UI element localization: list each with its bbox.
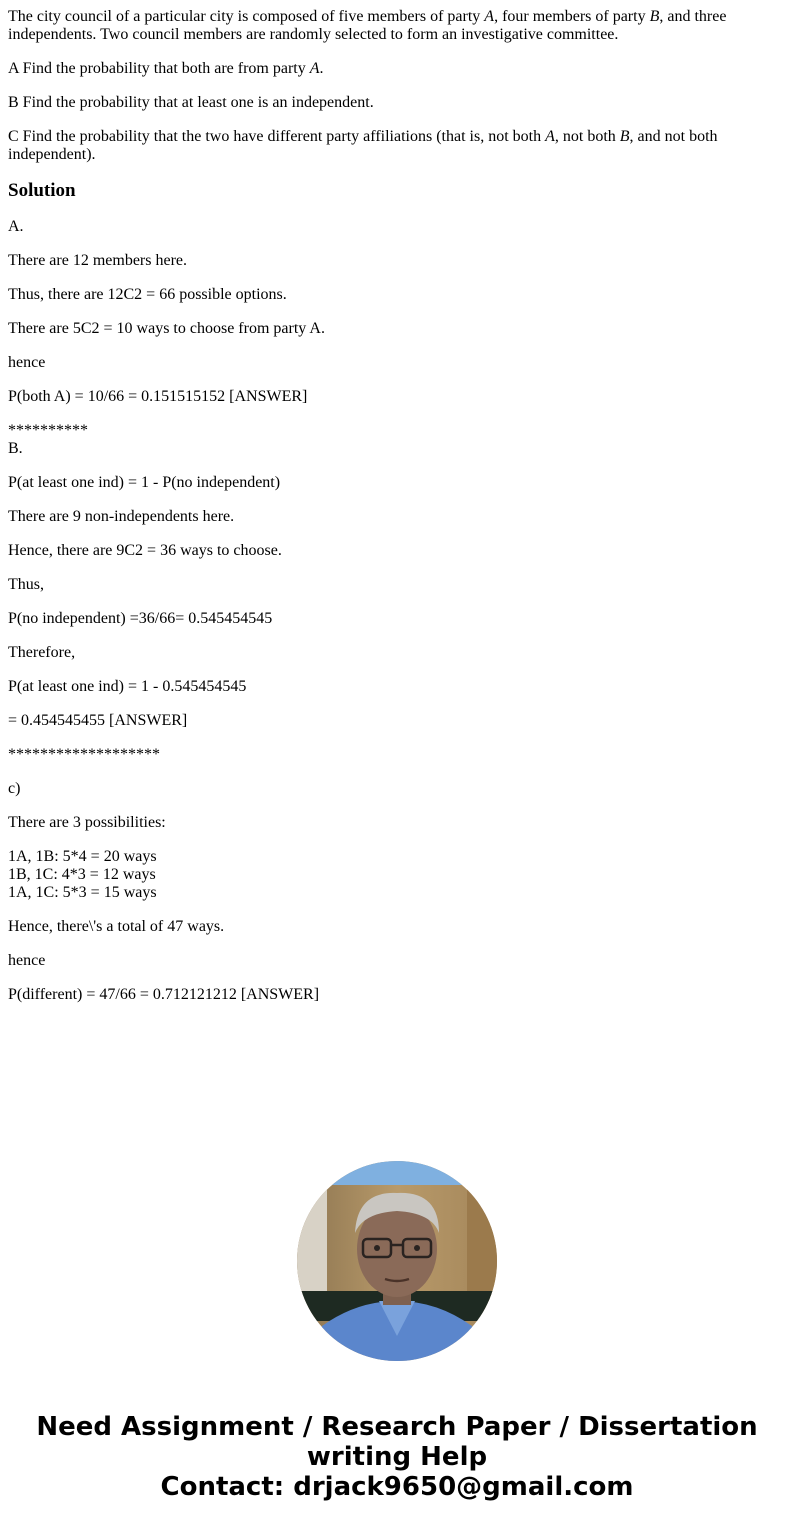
solution-a-line4: hence [8,354,46,371]
possibility-1: 1A, 1B: 5*4 = 20 ways [8,848,157,865]
solution-b-line1: P(at least one ind) = 1 - P(no independent) [8,474,281,491]
part-c-text-3: , and not both independent). [8,128,718,163]
solution-a-line1: There are 12 members here. [8,252,188,269]
solution-b-line3: Hence, there are 9C2 = 36 ways to choose. [8,542,282,559]
part-c-var-a: A [545,128,555,145]
part-a-suffix: . [319,60,324,77]
solution-b-line5: P(no independent) =36/66= 0.545454545 [8,610,273,627]
solution-c-line1: There are 3 possibilities: [8,814,166,831]
possibility-2: 1B, 1C: 4*3 = 12 ways [8,866,156,883]
question-intro-text-2: , four members of party [494,8,650,25]
solution-a-label: A. [8,218,24,235]
author-avatar [297,1161,497,1361]
separator-1 [8,422,786,458]
part-c-text-2: , not both [554,128,620,145]
solution-a-line2: Thus, there are 12C2 = 66 possible options. [8,286,287,303]
solution-c-possibilities [8,848,786,902]
solution-c-line2: Hence, there\'s a total of 47 ways. [8,918,225,935]
question-part-b: B Find the probability that at least one is an independent. [8,94,374,111]
solution-b-line2: There are 9 non-independents here. [8,508,235,525]
question-part-c [8,128,786,164]
footer-contact: Contact: drjack9650@gmail.com [160,1472,634,1502]
footer-banner [0,1412,794,1502]
part-c-var-b: B [619,128,630,145]
solution-a-answer: P(both A) = 10/66 = 0.151515152 [ANSWER] [8,388,308,405]
solution-a-line3: There are 5C2 = 10 ways to choose from party A. [8,320,325,337]
separator-2: ******************* [8,746,160,763]
solution-b-line7: P(at least one ind) = 1 - 0.545454545 [8,678,247,695]
possibility-3: 1A, 1C: 5*3 = 15 ways [8,884,157,901]
part-c-text-1: C Find the probability that the two have different party affiliations (that is, not both [8,128,546,145]
solution-heading: Solution [8,180,76,201]
part-a-var: A [309,60,320,77]
person-portrait-icon [297,1161,497,1361]
question-part-a [8,60,786,78]
question-intro-text-1: The city council of a particular city is composed of five members of party [8,8,485,25]
party-b-var: B [649,8,660,25]
solution-b-label: B. [8,440,23,457]
solution-b-answer: = 0.454545455 [ANSWER] [8,712,188,729]
question-intro [8,8,786,44]
document-body [0,8,794,1004]
question-intro-text-3: , and three independents. Two council members are randomly selected to form an investigative committee. [8,8,727,43]
separator-1-text: ********** [8,422,88,439]
solution-b-line4: Thus, [8,576,44,593]
party-a-var: A [484,8,495,25]
solution-b-line6: Therefore, [8,644,76,661]
part-a-text: A Find the probability that both are from party [8,60,310,77]
footer-line-1: Need Assignment / Research Paper / Dissertation [36,1412,758,1442]
solution-c-label: c) [8,780,21,797]
solution-c-answer: P(different) = 47/66 = 0.712121212 [ANSWER] [8,986,320,1003]
solution-c-line3: hence [8,952,46,969]
footer-line-2: writing Help [306,1442,488,1472]
